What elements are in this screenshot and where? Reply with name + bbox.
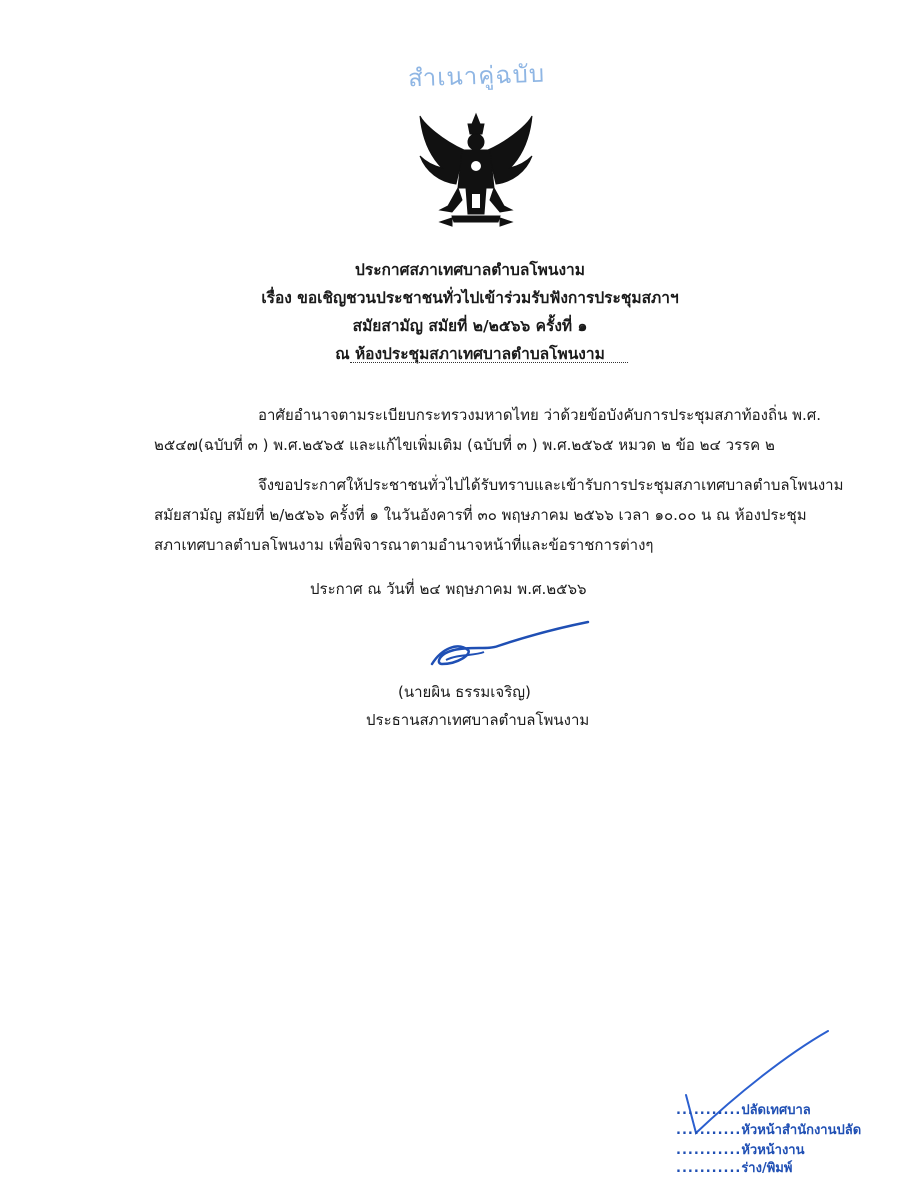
paragraph-2-line-3: สภาเทศบาลตำบลโพนงาม เพื่อพิจารณาตามอำนาจหน้าที่และข้อราชการต่างๆ — [154, 536, 654, 554]
routing-row-1: ...........ปลัดเทศบาล — [676, 1103, 811, 1118]
announcement-subject: เรื่อง ขอเชิญชวนประชาชนทั่วไปเข้าร่วมรับฟังการประชุมสภาฯ — [261, 289, 679, 307]
header-divider — [350, 362, 628, 363]
paragraph-2-line-2: สมัยสามัญ สมัยที่ ๒/๒๕๖๖ ครั้งที่ ๑ ในวันอังคารที่ ๓๐ พฤษภาคม ๒๕๖๖ เวลา ๑๐.๐๐ น ณ ห้องประชุม — [154, 506, 807, 524]
session-line: สมัยสามัญ สมัยที่ ๒/๒๕๖๖ ครั้งที่ ๑ — [352, 317, 588, 335]
paragraph-2-line-1: จึงขอประกาศให้ประชาชนทั่วไปได้รับทราบและเข้ารับการประชุมสภาเทศบาลตำบลโพนงาม — [258, 476, 844, 494]
routing-row-2: ...........หัวหน้าสำนักงานปลัด — [676, 1123, 862, 1138]
paragraph-1-line-1: อาศัยอำนาจตามระเบียบกระทรวงมหาดไทย ว่าด้วยข้อบังคับการประชุมสภาท้องถิ่น พ.ศ. — [258, 406, 822, 424]
copy-stamp: สำเนาคู่ฉบับ — [407, 59, 546, 93]
garuda-emblem-icon — [412, 110, 540, 235]
signatory-position: ประธานสภาเทศบาลตำบลโพนงาม — [366, 711, 590, 729]
announcement-title: ประกาศสภาเทศบาลตำบลโพนงาม — [355, 261, 585, 279]
paragraph-1-line-2: ๒๕๔๗(ฉบับที่ ๓ ) พ.ศ.๒๕๖๕ และแก้ไขเพิ่มเติม (ฉบับที่ ๓ ) พ.ศ.๒๕๖๕ หมวด ๒ ข้อ ๒๔ วรรค ๒ — [154, 436, 775, 454]
routing-row-3: ...........หัวหน้างาน — [676, 1143, 805, 1158]
routing-stamp — [676, 1095, 900, 1176]
routing-row-4: ...........ร่าง/พิมพ์ — [676, 1161, 793, 1176]
announcement-header — [150, 256, 790, 368]
signatory-name: (นายผิน ธรรมเจริญ) — [398, 683, 531, 701]
announcement-date: ประกาศ ณ วันที่ ๒๔ พฤษภาคม พ.ศ.๒๕๖๖ — [310, 580, 587, 598]
handwritten-signature — [428, 620, 590, 672]
venue-line: ณ ห้องประชุมสภาเทศบาลตำบลโพนงาม — [335, 345, 605, 363]
